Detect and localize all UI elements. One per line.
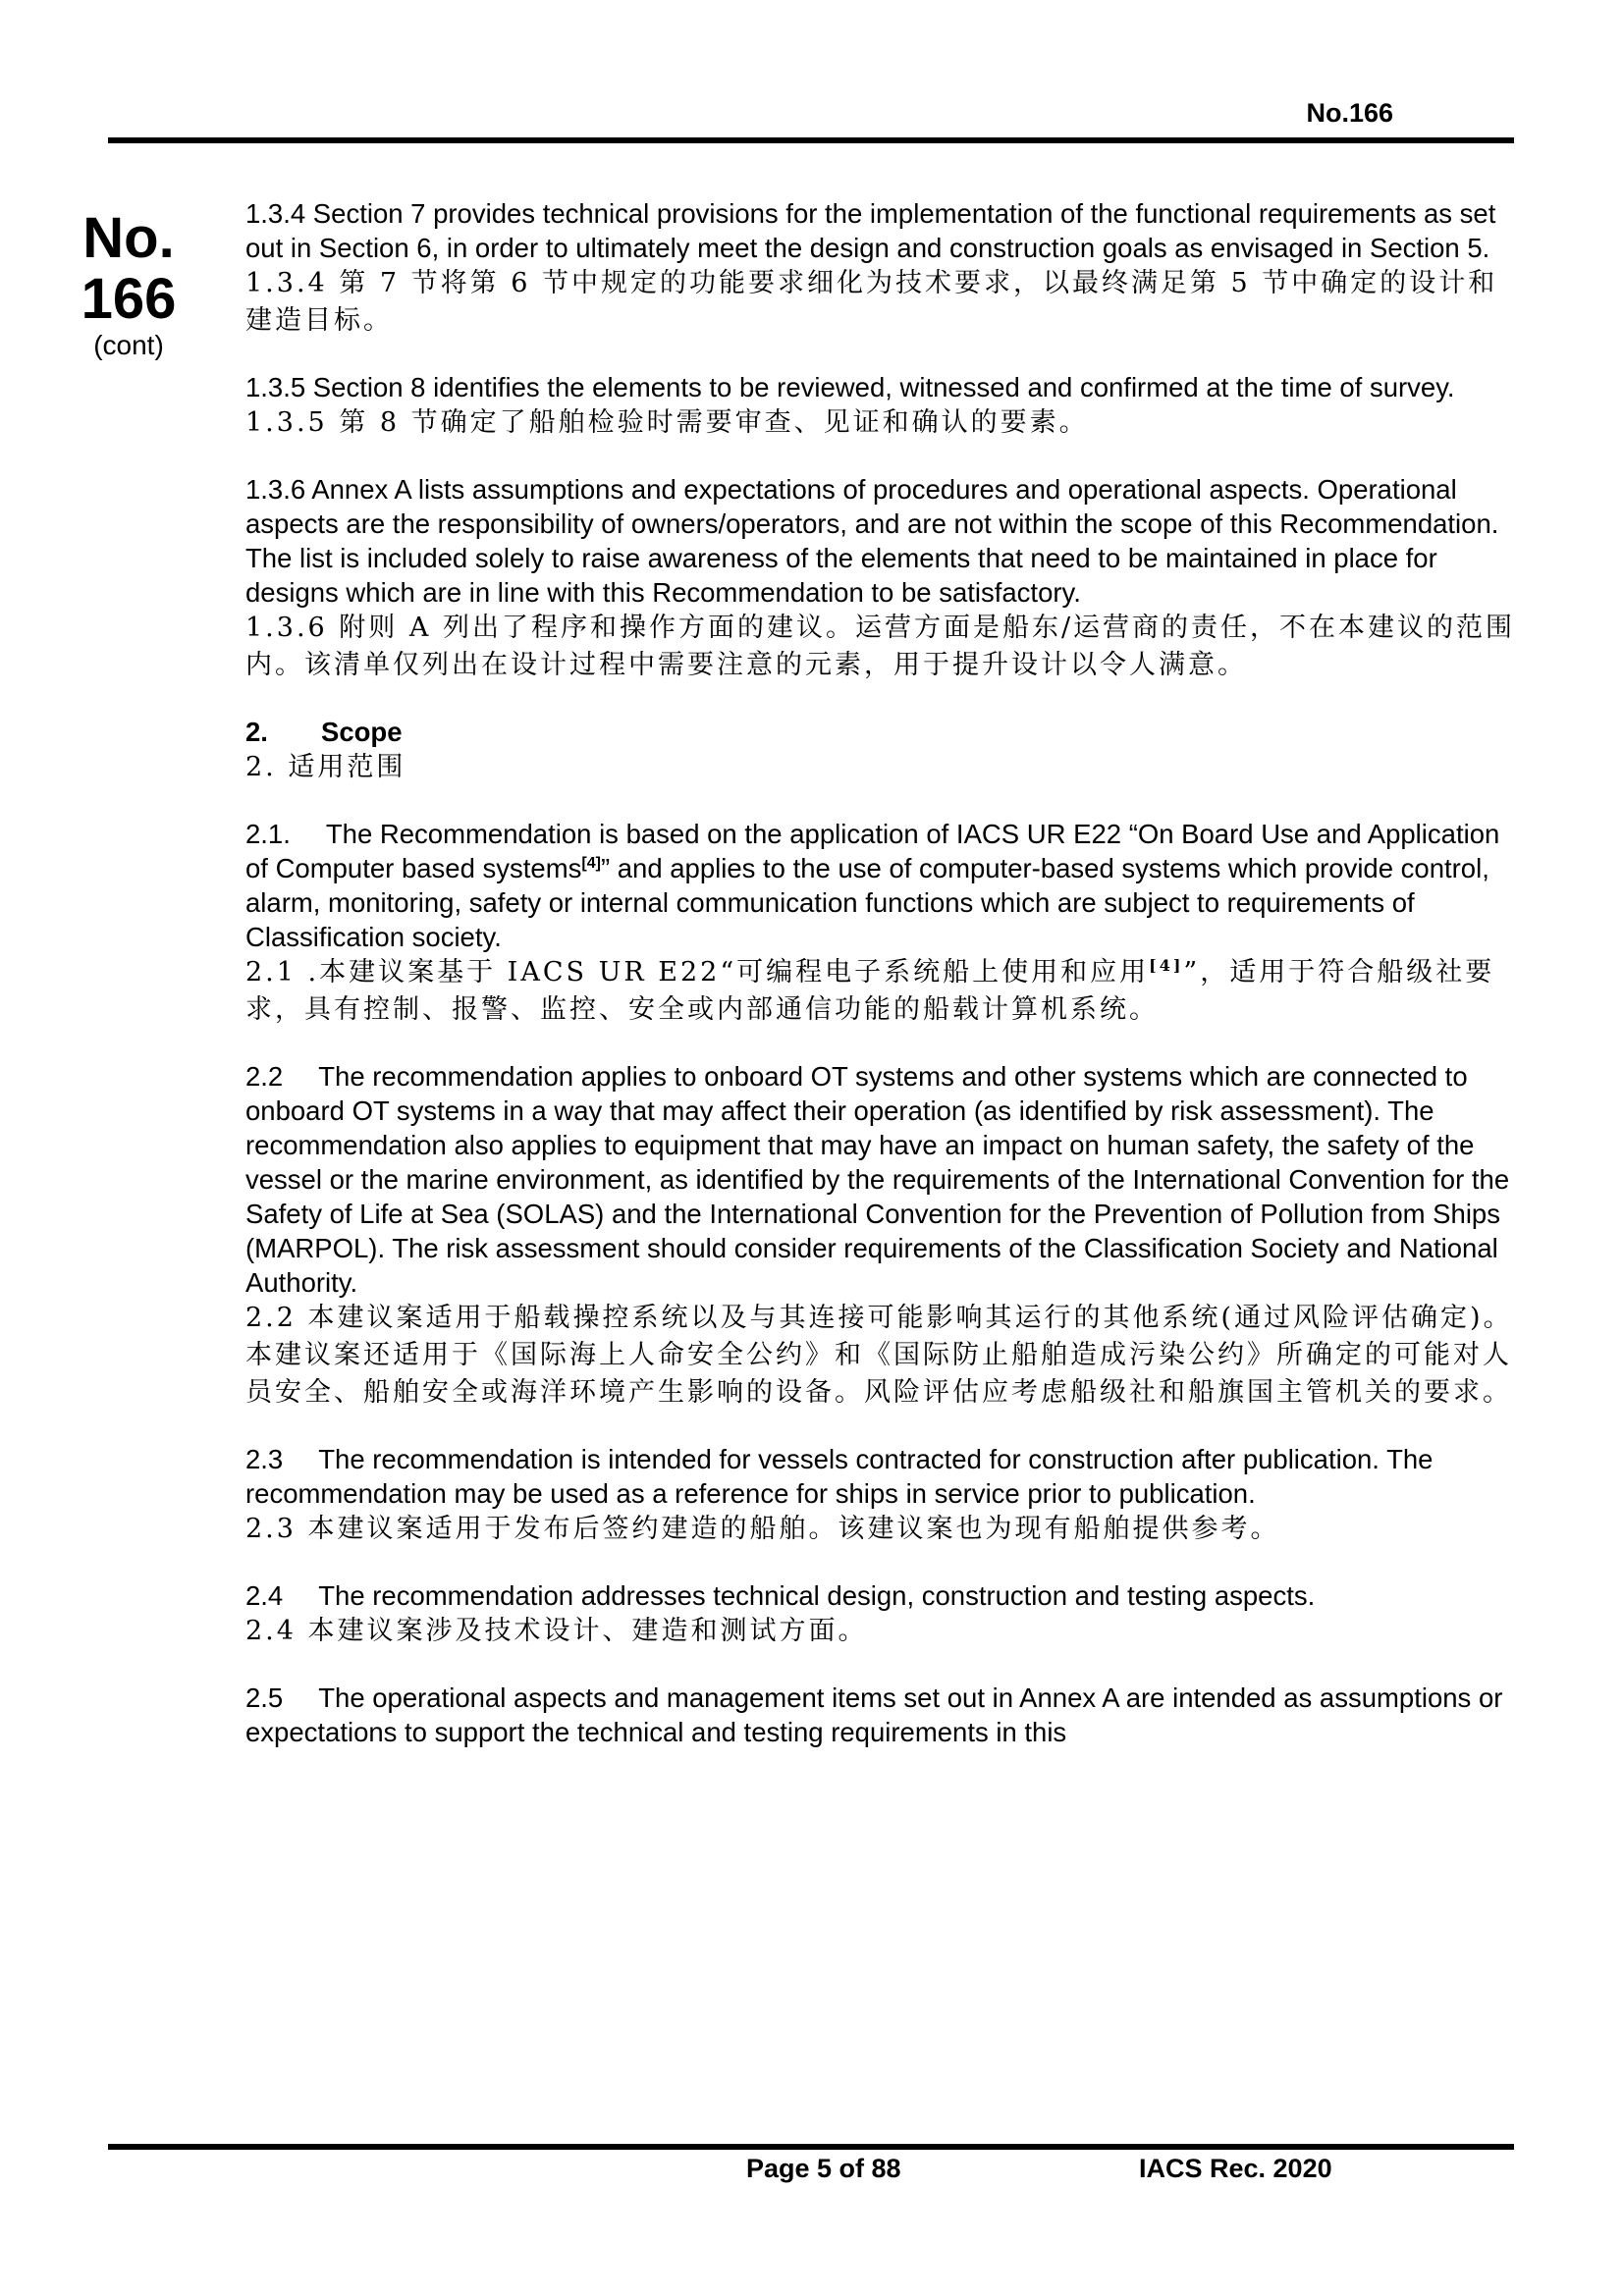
paragraph-2-4-text: The recommendation addresses technical design, construction and testing aspects.	[318, 1580, 1316, 1611]
side-label-no: No.	[82, 206, 175, 270]
paragraph-1-3-4-zh: 1.3.4 第 7 节将第 6 节中规定的功能要求细化为技术要求，以最终满足第 5 节中确定的设计和建造目标。	[245, 268, 1498, 336]
section-number: 2.	[245, 717, 268, 747]
paragraph-number: 2.1.	[245, 819, 291, 849]
section-title-zh: 2. 适用范围	[245, 752, 406, 782]
paragraph-number: 2.4	[245, 1580, 284, 1611]
paragraph-2-3-en	[245, 1442, 1522, 1511]
paragraph-2-4-en	[245, 1578, 1522, 1613]
paragraph-number: 2.3	[245, 1444, 284, 1474]
section-heading	[245, 715, 1522, 749]
paragraph-1-3-5-en: 1.3.5 Section 8 identifies the elements to be reviewed, witnessed and confirmed at the time of survey.	[245, 372, 1455, 402]
section-title: Scope	[321, 717, 403, 747]
paragraph-2-1	[245, 817, 1522, 1029]
paragraph-2-3-text: The recommendation is intended for vessels contracted for construction after publication. The recommendation may be used as a reference for ships in service prior to publication.	[245, 1444, 1434, 1509]
paragraph-2-5	[245, 1681, 1522, 1749]
document-reference: IACS Rec. 2020	[1139, 2154, 1332, 2183]
document-number: No.166	[1306, 98, 1393, 128]
paragraph-2-1-text-b: ” and applies to the use of computer-based systems which provide control, alarm, monitoring, safety or internal communication functions which are subject to requirements of Classification society.	[245, 853, 1489, 952]
paragraph-2-1-zh	[245, 954, 1522, 1029]
paragraph-2-1-en	[245, 817, 1522, 954]
paragraph-1-3-5-zh: 1.3.5 第 8 节确定了船舶检验时需要审查、见证和确认的要素。	[245, 407, 1089, 438]
paragraph-number: 2.5	[245, 1682, 284, 1713]
page-body	[245, 196, 1522, 1780]
side-label-number: 166	[81, 267, 177, 331]
paragraph-number: 2.2	[245, 1061, 284, 1092]
paragraph-2-1-text-a: The Recommendation is based on the application of IACS UR E22 “On Board Use and Application of Computer based systems	[245, 819, 1500, 883]
page-number: Page 5 of 88	[746, 2154, 901, 2183]
footer-rule	[108, 2144, 1514, 2150]
paragraph-2-1-zh-b: ”，适用于符合船级社要求，具有控制、报警、监控、安全或内部通信功能的船载计算机系统。	[245, 957, 1495, 1025]
paragraph-2-2	[245, 1059, 1522, 1412]
reference-marker: [4]	[581, 854, 601, 872]
paragraph-1-3-4	[245, 196, 1522, 340]
header-rule	[108, 137, 1514, 143]
paragraph-1-3-6-en: 1.3.6 Annex A lists assumptions and expectations of procedures and operational aspects. Operational aspects are the responsibility of owners/operators, and are not within the scope of this Recommendation. The list is included solely to raise awareness of the elements that need to be maintained in place for designs which are in line with this Recommendation to be satisfactory.	[245, 474, 1499, 608]
paragraph-2-1-zh-a: 2.1 .本建议案基于 IACS UR E22“可编程电子系统船上使用和应用	[245, 957, 1150, 988]
paragraph-1-3-5	[245, 370, 1522, 442]
paragraph-2-4-zh: 2.4 本建议案涉及技术设计、建造和测试方面。	[245, 1616, 868, 1646]
reference-marker-zh: [4]	[1149, 956, 1184, 975]
paragraph-2-2-zh: 2.2 本建议案适用于船载操控系统以及与其连接可能影响其运行的其他系统(通过风险评估确定)。本建议案还适用于《国际海上人命安全公约》和《国际防止船舶造成污染公约》所确定的可能对人员安全、船舶安全或海洋环境产生影响的设备。风险评估应考虑船级社和船旗国主管机关的要求。	[245, 1303, 1513, 1408]
paragraph-1-3-4-en: 1.3.4 Section 7 provides technical provisions for the implementation of the functional requirements as set out in Section 6, in order to ultimately meet the design and construction goals as envisaged in Section 5.	[245, 198, 1496, 263]
paragraph-1-3-6	[245, 472, 1522, 684]
paragraph-2-5-text: The operational aspects and management items set out in Annex A are intended as assumptions or expectations to support the technical and testing requirements in this	[245, 1682, 1503, 1747]
paragraph-2-2-text: The recommendation applies to onboard OT systems and other systems which are connected to onboard OT systems in a way that may affect their operation (as identified by risk assessment). The recommendation also applies to equipment that may have an impact on human safety, the safety of the vessel or the marine environment, as identified by the requirements of the International Convention for the Safety of Life at Sea (SOLAS) and the International Convention for the Prevention of Pollution from Ships (MARPOL). The risk assessment should consider requirements of the Classification Society and National Authority.	[245, 1061, 1510, 1298]
paragraph-1-3-6-zh: 1.3.6 附则 A 列出了程序和操作方面的建议。运营方面是船东/运营商的责任，不在本建议的范围内。该清单仅列出在设计过程中需要注意的元素，用于提升设计以令人满意。	[245, 613, 1516, 680]
section-scope-heading	[245, 715, 1522, 786]
paragraph-2-3	[245, 1442, 1522, 1548]
side-label-cont: (cont)	[93, 330, 164, 360]
paragraph-2-3-zh: 2.3 本建议案适用于发布后签约建造的船舶。该建议案也为现有船舶提供参考。	[245, 1514, 1280, 1544]
paragraph-2-4	[245, 1578, 1522, 1650]
paragraph-2-5-en	[245, 1681, 1522, 1749]
side-label	[75, 208, 183, 359]
paragraph-2-2-en	[245, 1059, 1522, 1300]
